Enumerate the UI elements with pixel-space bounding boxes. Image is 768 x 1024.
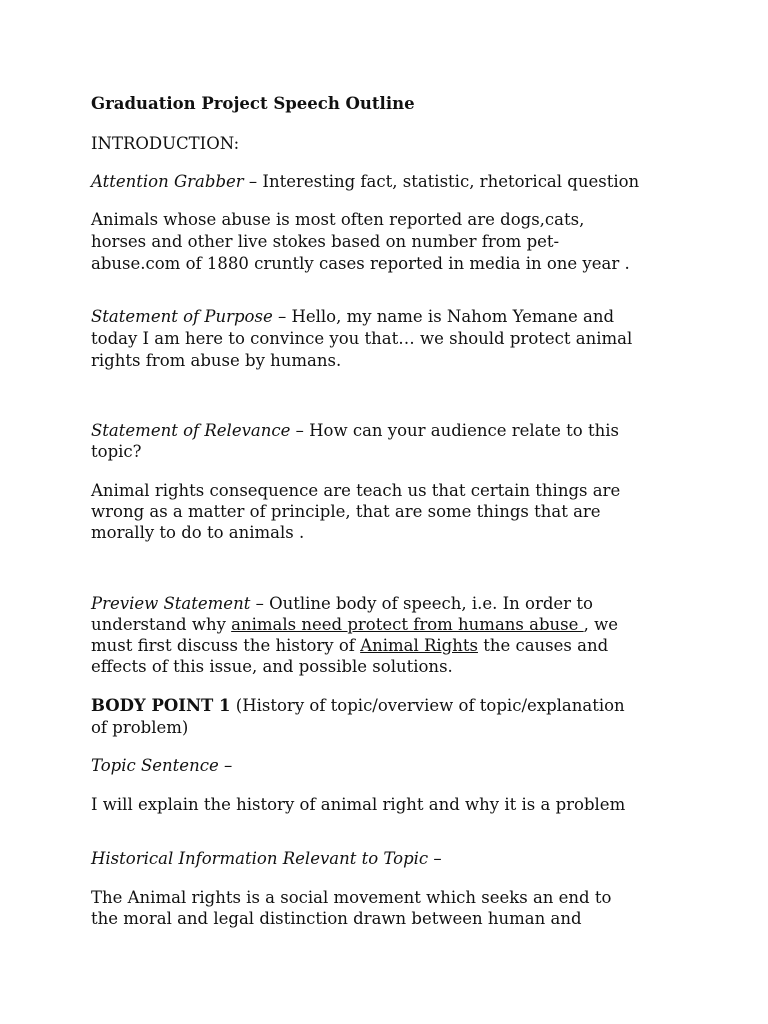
purpose-text: – Hello, my name is Nahom Yemane and (272, 307, 615, 326)
animals-protect-link[interactable]: animals need protect from humans abuse (231, 615, 584, 634)
purpose-text-line: rights from abuse by humans. (91, 351, 342, 370)
historical-info-label: Historical Information Relevant to Topic – (91, 849, 442, 868)
purpose-label: Statement of Purpose (91, 307, 273, 326)
relevance-text-line: morally to do to animals . (91, 523, 305, 542)
relevance-line (91, 420, 691, 441)
relevance-text-line: wrong as a matter of principle, that are some things that are (91, 502, 601, 521)
attention-text-line: horses and other live stokes based on number from pet- (91, 232, 560, 251)
preview-text: must first discuss the history of (91, 636, 361, 655)
attention-grabber-prompt: – Interesting fact, statistic, rhetorical question (243, 172, 640, 191)
history-text-line: the moral and legal distinction drawn between human and (91, 909, 582, 928)
relevance-prompt-line: topic? (91, 442, 142, 461)
relevance-label: Statement of Relevance (91, 421, 291, 440)
topic-sentence-text: I will explain the history of animal right and why it is a problem (91, 795, 626, 814)
history-text-line: The Animal rights is a social movement which seeks an end to (91, 888, 612, 907)
relevance-text-line: Animal rights consequence are teach us that certain things are (91, 481, 621, 500)
preview-text: the causes and (477, 636, 609, 655)
relevance-prompt: – How can your audience relate to this (290, 421, 619, 440)
attention-grabber-label: Attention Grabber (91, 172, 244, 191)
attention-text-line: abuse.com of 1880 cruntly cases reported in media in one year . (91, 254, 630, 273)
preview-line (91, 614, 691, 635)
attention-grabber-line (91, 171, 691, 192)
purpose-line (91, 306, 691, 327)
purpose-text-line: today I am here to convince you that… we should protect animal (91, 329, 633, 348)
body-point-line (91, 695, 691, 716)
document-title: Graduation Project Speech Outline (91, 94, 415, 113)
animal-rights-link[interactable]: Animal Rights (360, 636, 478, 655)
preview-text-line: effects of this issue, and possible solutions. (91, 657, 453, 676)
topic-sentence-label: Topic Sentence – (91, 756, 233, 775)
introduction-heading: INTRODUCTION: (91, 134, 240, 153)
preview-label: Preview Statement (91, 594, 251, 613)
preview-line (91, 593, 691, 614)
preview-text: understand why (91, 615, 232, 634)
body-point-heading: BODY POINT 1 (91, 696, 231, 715)
attention-text-line: Animals whose abuse is most often reported are dogs,cats, (91, 210, 585, 229)
preview-text: – Outline body of speech, i.e. In order to (250, 594, 593, 613)
body-point-desc-line: of problem) (91, 718, 189, 737)
preview-text: , we (583, 615, 619, 634)
body-point-desc: (History of topic/overview of topic/explanation (230, 696, 625, 715)
preview-line (91, 635, 691, 656)
